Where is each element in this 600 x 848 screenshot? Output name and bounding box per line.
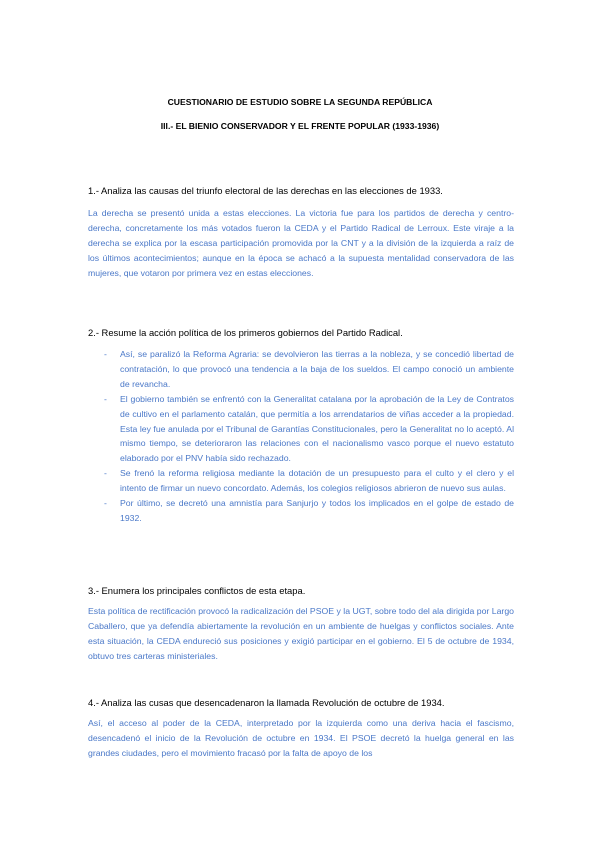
- list-item: [88, 466, 514, 496]
- bullet-dash: -: [104, 498, 107, 509]
- answer-3: Esta política de rectificación provocó la radicalización del PSOE y la UGT, sobre todo del ala dirigida por Largo Caballero, que ya defendía abiertamente la revolución en un ambiente de huelgas y conflictos sociales. Ante esta situación, la CEDA endureció sus posiciones y exigió participar en el gobierno. El 5 de octubre de 1934, obtuvo tres carteras ministeriales.: [88, 606, 514, 661]
- list-item-text: Se frenó la reforma religiosa mediante la dotación de un presupuesto para el culto y el clero y el intento de firmar un nuevo concordato. Además, los colegios religiosos abrieron de nuevo sus aulas.: [120, 468, 514, 494]
- question-2: 2.- Resume la acción política de los primeros gobiernos del Partido Radical.: [88, 327, 403, 338]
- list-item: [88, 347, 514, 392]
- bullet-dash: -: [104, 468, 107, 479]
- document-title: CUESTIONARIO DE ESTUDIO SOBRE LA SEGUNDA REPÚBLICA: [167, 97, 433, 107]
- answer-4: Así, el acceso al poder de la CEDA, interpretado por la izquierda como una deriva hacia el fascismo, desencadenó el inicio de la Revolución de octubre en 1934. El PSOE decretó la huelga general en las grandes ciudades, pero el movimiento fracasó por la falta de apoyo de los: [88, 718, 514, 758]
- answer-2-list: [88, 347, 514, 526]
- answer-1: La derecha se presentó unida a estas elecciones. La victoria fue para los partidos de derecha y centro-derecha, concretamente los más votados fueron la CEDA y el Partido Radical de Lerroux. Este viraje a la derecha se explica por la escasa participación promovida por la CNT y a la división de la izquierda a raíz de los últimos acontecimientos; aunque en la época se achacó a la supuesta mentalidad conservadora de las mujeres, que votaron por primera vez en estas elecciones.: [88, 208, 514, 278]
- list-item-text: Por último, se decretó una amnistía para Sanjurjo y todos los implicados en el golpe de estado de 1932.: [120, 498, 514, 523]
- list-item: [88, 496, 514, 526]
- document-subtitle: III.- EL BIENIO CONSERVADOR Y EL FRENTE POPULAR (1933-1936): [160, 121, 440, 131]
- question-4: 4.- Analiza las cusas que desencadenaron la llamada Revolución de octubre de 1934.: [88, 697, 445, 708]
- list-item-text: Así, se paralizó la Reforma Agraria: se devolvieron las tierras a la nobleza, y se concedió libertad de contratación, lo que provocó una tendencia a la baja de los sueldos. El campo conoció un ambiente de revancha.: [120, 349, 514, 389]
- question-3: 3.- Enumera los principales conflictos de esta etapa.: [88, 585, 306, 596]
- bullet-dash: -: [104, 393, 107, 404]
- question-1: 1.- Analiza las causas del triunfo electoral de las derechas en las elecciones de 1933.: [88, 185, 443, 196]
- list-item: [88, 392, 514, 467]
- bullet-dash: -: [104, 349, 107, 359]
- list-item-text: El gobierno también se enfrentó con la Generalitat catalana por la aprobación de la Ley de Contratos de cultivo en el parlamento catalán, que permitía a los arrendatarios de viñas acceder a la propiedad. Esta ley fue anulada por el Tribunal de Garantías Constitucionales, pero la Generalitat no lo aceptó. Al mismo tiempo, se deterioraron las relaciones con el nacionalismo vasco porque el nuevo estatuto elaborado por el PNV había sido rechazado.: [120, 393, 514, 464]
